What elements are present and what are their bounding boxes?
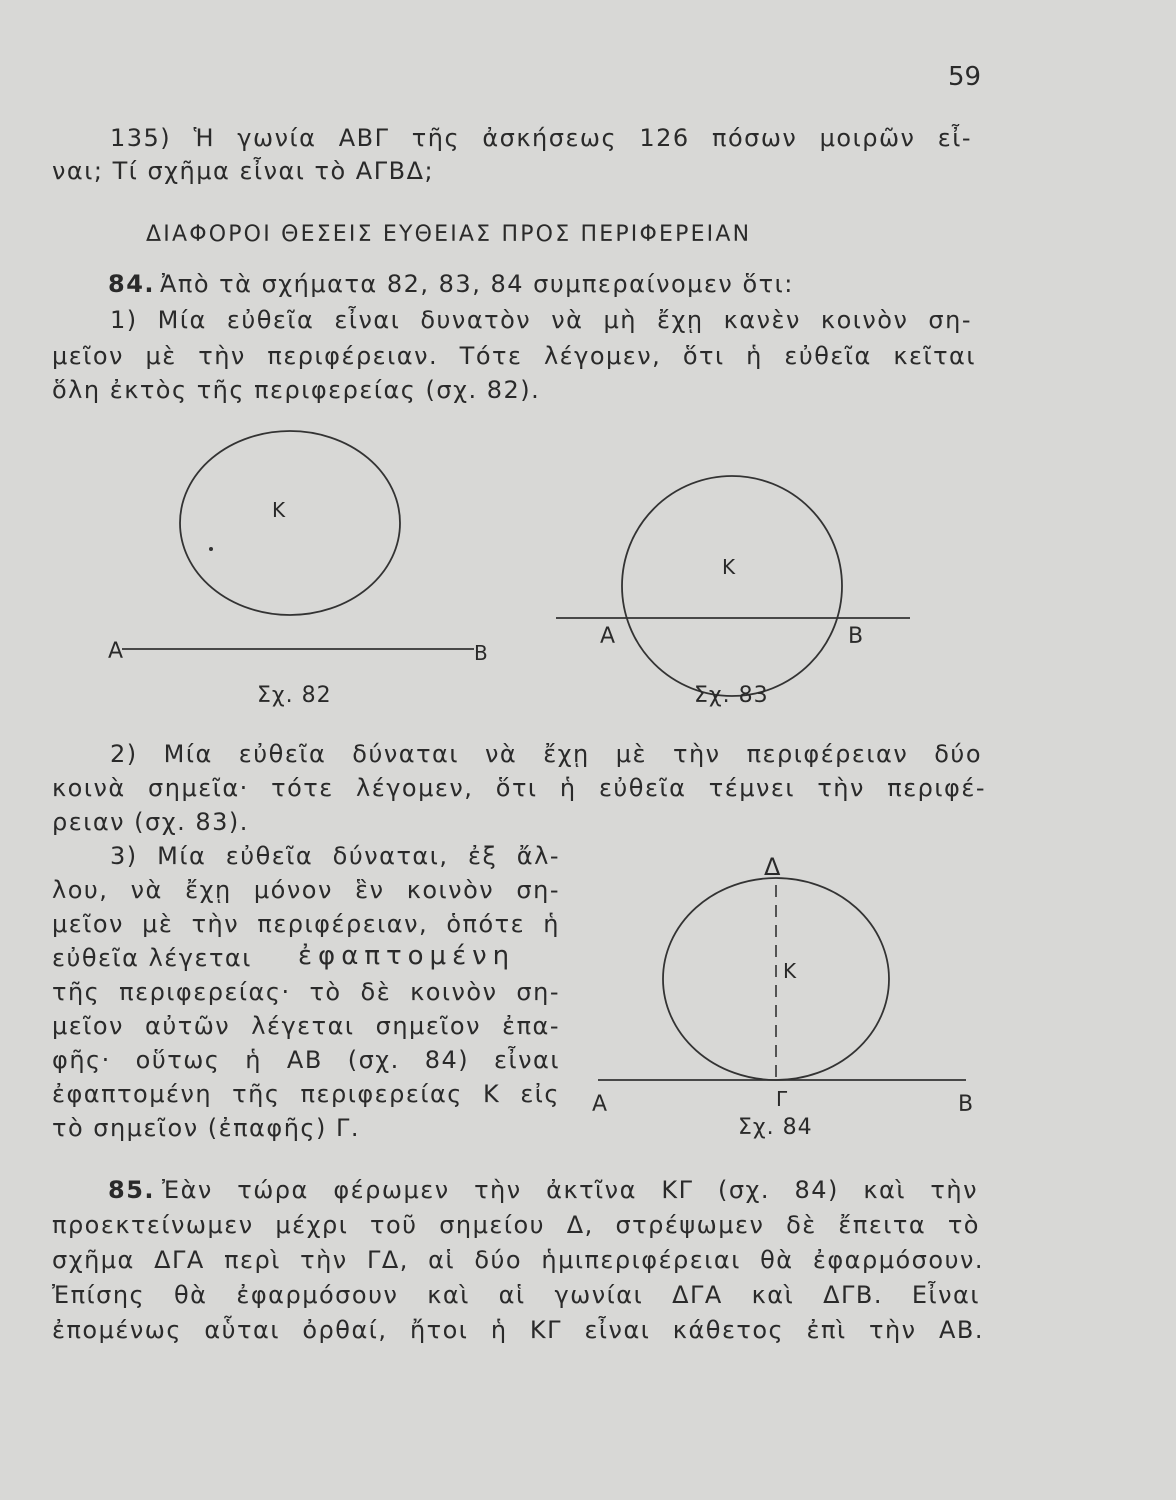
para84-case2-line3: ρειαν (σχ. 83). <box>52 808 249 836</box>
fig82-dot <box>209 547 213 551</box>
fig82-label-a: Α <box>108 639 124 664</box>
page-number: 59 <box>948 62 982 92</box>
para84-case3-tangent-term: ἐφαπτομένη <box>298 941 516 971</box>
para84-case3-line4a: εὐθεῖα λέγεται <box>52 944 252 972</box>
para84-case3-line3: μεῖον μὲ τὴν περιφέρειαν, ὁπότε ἡ <box>52 910 560 938</box>
fig84-label-d: Δ <box>764 853 781 881</box>
para84-case2-line2: κοινὰ σημεῖα· τότε λέγομεν, ὅτι ἡ εὐθεῖα τέμνει τὴν περιφέ- <box>52 774 986 802</box>
para85-line1: Ἐὰν τώρα φέρωμεν τὴν ἀκτῖνα ΚΓ (σχ. 84) καὶ τὴν <box>162 1176 978 1204</box>
fig84-label-g: Γ <box>776 1087 788 1111</box>
para84-case3-line1: 3) Μία εὐθεῖα δύναται, ἐξ ἄλ- <box>110 842 560 870</box>
exercise-135-line1: 135) Ἡ γωνία ΑΒΓ τῆς ἀσκήσεως 126 πόσων μοιρῶν εἶ- <box>110 124 972 152</box>
para85-line3: σχῆμα ΔΓΑ περὶ τὴν ΓΔ, αἱ δύο ἡμιπεριφέρειαι θὰ ἐφαρμόσουν. <box>52 1246 984 1274</box>
fig83-label-a: Α <box>600 624 616 649</box>
fig83-label-b: Β <box>848 624 864 649</box>
fig83-label-k: Κ <box>722 555 736 579</box>
para84-case1-line1: 1) Μία εὐθεῖα εἶναι δυνατὸν νὰ μὴ ἔχῃ κανὲν κοινὸν ση- <box>110 306 972 334</box>
fig82-caption: Σχ. 82 <box>257 683 332 708</box>
figure-84 <box>580 845 1000 1145</box>
exercise-135-line2: ναι; Τί σχῆμα εἶναι τὸ ΑΓΒΔ; <box>52 157 435 185</box>
fig82-label-b: Β <box>474 641 488 665</box>
fig84-caption: Σχ. 84 <box>738 1115 813 1140</box>
para84-case3-line9: τὸ σημεῖον (ἐπαφῆς) Γ. <box>52 1114 360 1142</box>
para84-case3-line2: λου, νὰ ἔχῃ μόνον ἓν κοινὸν ση- <box>52 876 560 904</box>
section-heading: ΔΙΑΦΟΡΟΙ ΘΕΣΕΙΣ ΕΥΘΕΙΑΣ ΠΡΟΣ ΠΕΡΙΦΕΡΕΙΑΝ <box>146 222 752 247</box>
para84-line1: Ἀπὸ τὰ σχήματα 82, 83, 84 συμπεραίνομεν ὅτι: <box>160 270 794 298</box>
para85-line4: Ἐπίσης θὰ ἐφαρμόσουν καὶ αἱ γωνίαι ΔΓΑ καὶ ΔΓΒ. Εἶναι <box>52 1281 980 1309</box>
fig82-label-k: Κ <box>272 498 286 522</box>
fig84-label-k: Κ <box>783 959 797 983</box>
para84-case1-line2: μεῖον μὲ τὴν περιφέρειαν. Τότε λέγομεν, ὅτι ἡ εὐθεῖα κεῖται <box>52 342 976 370</box>
para85-line2: προεκτείνωμεν μέχρι τοῦ σημείου Δ, στρέψωμεν δὲ ἔπειτα τὸ <box>52 1211 980 1239</box>
fig84-label-a: Α <box>592 1092 608 1117</box>
para84-case3-line5: τῆς περιφερείας· τὸ δὲ κοινὸν ση- <box>52 978 560 1006</box>
fig83-circle <box>622 476 842 696</box>
fig84-label-b: Β <box>958 1092 974 1117</box>
para84-case3-line6: μεῖον αὐτῶν λέγεται σημεῖον ἐπα- <box>52 1012 560 1040</box>
para84-case3-line8: ἐφαπτομένη τῆς περιφερείας Κ εἰς <box>52 1080 560 1108</box>
figures-82-83 <box>0 410 1176 750</box>
para84-case3-line7: φῆς· οὕτως ἡ ΑΒ (σχ. 84) εἶναι <box>52 1046 560 1074</box>
para85-line5: ἐπομένως αὗται ὀρθαί, ἤτοι ἡ ΚΓ εἶναι κάθετος ἐπὶ τὴν ΑΒ. <box>52 1316 984 1344</box>
fig83-caption: Σχ. 83 <box>694 683 769 708</box>
para84-case1-line3: ὅλη ἐκτὸς τῆς περιφερείας (σχ. 82). <box>52 376 541 404</box>
para84-case2-line1: 2) Μία εὐθεῖα δύναται νὰ ἔχῃ μὲ τὴν περιφέρειαν δύο <box>110 740 982 768</box>
para84-number: 84. <box>108 270 156 298</box>
fig82-circle <box>180 431 400 615</box>
para85-number: 85. <box>108 1176 156 1204</box>
